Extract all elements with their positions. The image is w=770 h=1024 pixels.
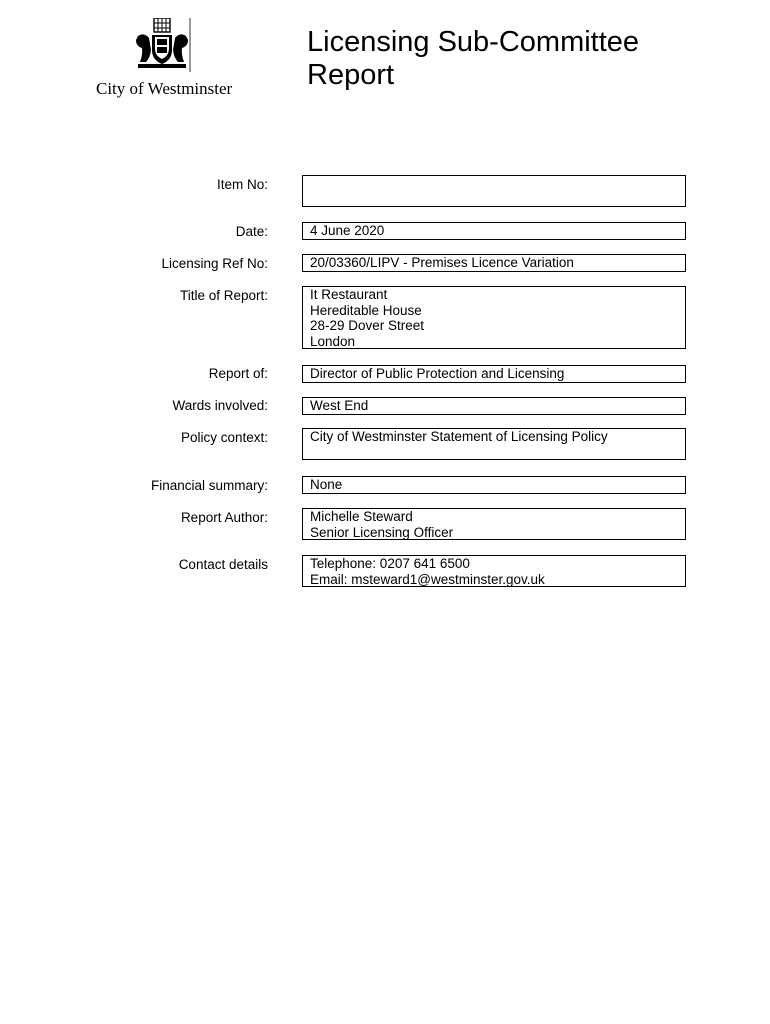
report-title-line-1: Licensing Sub-Committee (307, 26, 640, 58)
title-of-report-line: 28-29 Dover Street (310, 318, 425, 333)
financial-value: None (310, 477, 343, 492)
policy-value: City of Westminster Statement of Licensing Policy (310, 429, 608, 444)
wards-value: West End (310, 398, 369, 413)
item-no-field (302, 175, 686, 207)
author-label: Report Author: (180, 510, 268, 525)
contact-label: Contact details (178, 557, 268, 572)
report-title (307, 26, 747, 92)
title-of-report-field (302, 286, 686, 349)
title-of-report-label: Title of Report: (179, 288, 268, 303)
council-name: City of Westminster (96, 79, 233, 98)
wards-label: Wards involved: (172, 398, 268, 413)
contact-field (302, 555, 686, 587)
financial-field (302, 476, 686, 494)
author-field (302, 508, 686, 540)
author-line: Senior Licensing Officer (310, 524, 454, 540)
author-line: Michelle Steward (310, 509, 413, 524)
report-title-line-2: Report (307, 59, 395, 91)
licensing-ref-field (302, 254, 686, 272)
contact-line: Email: msteward1@westminster.gov.uk (310, 571, 545, 587)
date-label: Date: (235, 224, 268, 239)
policy-field (302, 428, 686, 460)
date-field (302, 222, 686, 240)
report-of-value: Director of Public Protection and Licensing (310, 366, 565, 381)
report-of-field (302, 365, 686, 383)
policy-label: Policy context: (180, 430, 268, 445)
licensing-ref-label: Licensing Ref No: (161, 256, 268, 271)
wards-field (302, 397, 686, 415)
date-value: 4 June 2020 (310, 223, 385, 238)
westminster-crest-icon (132, 18, 192, 74)
financial-label: Financial summary: (150, 478, 268, 493)
title-of-report-line: London (310, 333, 356, 349)
title-of-report-line: Hereditable House (310, 302, 422, 318)
contact-line: Telephone: 0207 641 6500 (310, 556, 470, 571)
report-of-label: Report of: (208, 366, 268, 381)
title-of-report-line: It Restaurant (310, 287, 388, 302)
item-no-label: Item No: (216, 177, 268, 192)
licensing-ref-value: 20/03360/LIPV - Premises Licence Variation (310, 255, 574, 270)
